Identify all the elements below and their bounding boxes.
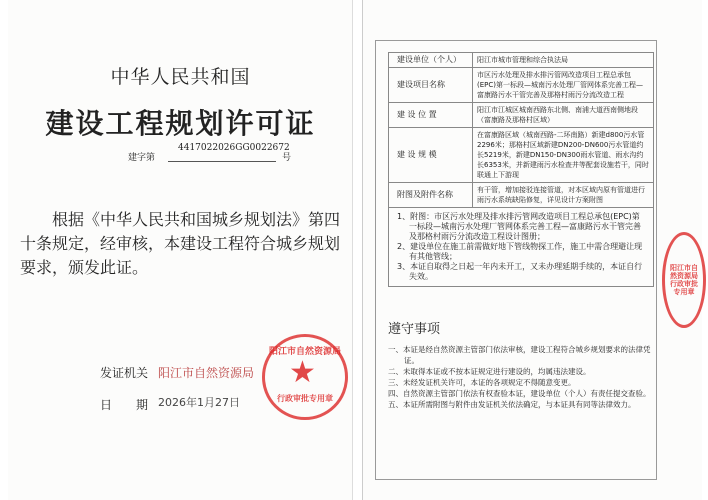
obligation-item: 四、自然资源主管部门依法有权查验本证，建设单位（个人）有责任提交查验。 [388,389,651,398]
row-label: 建设单位（个人） [389,53,473,68]
row-label: 建 设 位 置 [389,103,473,128]
issue-date: 2026年1月27日 [158,396,240,409]
partial-official-seal [662,232,706,328]
note-item: 3、本证自取得之日起一年内未开工，又未办理延期手续的，本证自行失效。 [397,262,643,281]
row-label: 附图及附件名称 [389,183,473,208]
official-seal [262,334,348,420]
table-row [389,53,654,68]
row-value: 阳江市城市管理和综合执法局 [473,53,654,68]
number-suffix: 号 [282,153,292,163]
country-name: 中华人民共和国 [110,66,251,88]
obligations-list [388,344,654,410]
row-value: 在富康路区域（城南西路-二环南路）新建d800污水管2296米；那格村区域新建DN200-DN600污水管道约长5219米，新建DN150-DN300雨水管道、雨水沟约长6353米，并新建雨污水检查井等配套设施若干，同时联通上下游现 [473,128,654,183]
row-value: 阳江市江城区城南西路东北侧、南浦大道西南侧地段（富康路及那格村区域） [473,103,654,128]
seal-text: 阳江市自然资源局 [268,347,341,357]
row-label: 建设项目名称 [389,68,473,103]
date-label: 日 期 [100,398,149,412]
row-value: 有干管，增加接驳连接管道，对本区域内原有管道进行雨污水系统缺陷修复，详见设计方案附图 [473,183,654,208]
issuer-label: 发证机关 [100,366,149,380]
obligation-item: 一、本证是经自然资源主管部门依法审核，建设工程符合城乡规划要求的法律凭证。 [388,345,651,365]
note-item: 1、附图：市区污水处理及排水排污管网改造项目工程总承包(EPC)第一标段—城南污水处理厂管网体系完善工程—富康路污水干管完善及那格村雨污分流改造工程设计图册； [397,212,641,241]
obligation-item: 二、未取得本证或不按本证规定进行建设的，均属违法建设。 [388,367,591,376]
number-underline [168,161,276,162]
certificate-statement: 根据《中华人民共和国城乡规划法》第四十条规定，经审核，本建设工程符合城乡规划要求，颁发此证。 [20,210,341,277]
number-label: 建字第 [128,153,156,163]
obligation-item: 五、本证所需附图与附件由发证机关依法确定，与本证具有同等法律效力。 [388,400,636,409]
seal-bottom-text: 行政审批专用章 [277,394,333,403]
table-row [389,68,654,103]
certificate-number: 4417022026GG0022672 [178,143,290,153]
row-value: 市区污水处理及排水排污管网改造项目工程总承包(EPC)第一标段—城南污水处理厂管网体系完善工程—富康路污水干管完善及那格村雨污分流改造工程 [473,68,654,103]
obligations-heading: 遵守事项 [388,322,441,337]
table-row [389,183,654,208]
star-icon: ★ [289,355,316,390]
permit-details-section [388,52,654,287]
seal-text: 阳江市自然资源局 行政审批专用章 [670,264,698,296]
row-label: 建 设 规 模 [389,128,473,183]
note-item: 2、建设单位在施工前需做好地下管线物探工作，施工中需合理避让现有其他管线； [397,242,643,261]
table-row [389,103,654,128]
certificate-title: 建设工程规划许可证 [45,107,316,140]
issuer-value: 阳江市自然资源局 [158,366,255,380]
permit-notes [388,208,654,287]
permit-details-table [388,52,654,208]
obligation-item: 三、未经发证机关许可，本证的各项规定不得随意变更。 [388,378,576,387]
table-row [389,128,654,183]
